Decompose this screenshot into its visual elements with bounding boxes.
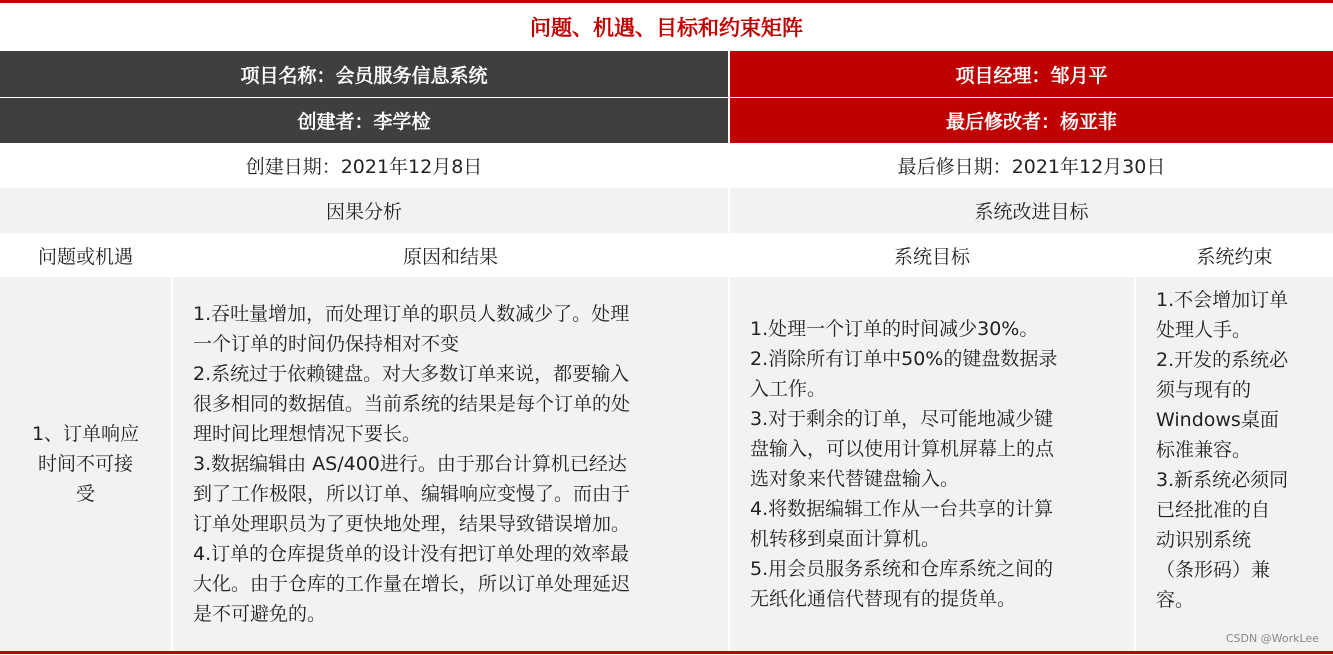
problem-line: 1、订单响应 <box>31 423 140 445</box>
cause-line: 大化。由于仓库的工作量在增长，所以订单处理延迟 <box>193 573 631 595</box>
constraint-line: 容。 <box>1156 589 1195 611</box>
objective-line: 1.处理一个订单的时间减少30%。 <box>750 318 1039 340</box>
col-header-objective: 系统目标 <box>730 233 1134 277</box>
constraint-line: 动识别系统 <box>1156 529 1252 551</box>
objective-line: 机转移到桌面计算机。 <box>750 528 941 550</box>
project-name-cell: 项目名称：会员服务信息系统 <box>0 51 728 97</box>
cause-line: 2.系统过于依赖键盘。对大多数订单来说，都要输入 <box>193 363 630 385</box>
problem-line: 时间不可接 <box>37 453 133 475</box>
constraint-line: 处理人手。 <box>1156 319 1252 341</box>
cause-line: 1.吞吐量增加，而处理订单的职员人数减少了。处理 <box>193 303 630 325</box>
problem-cell <box>0 277 171 651</box>
cause-line: 4.订单的仓库提货单的设计没有把订单处理的效率最 <box>193 543 630 565</box>
objective-line: 入工作。 <box>750 378 827 400</box>
col-header-constraint: 系统约束 <box>1136 233 1333 277</box>
table-title: 问题、机遇、目标和约束矩阵 <box>530 16 803 40</box>
objective-cell <box>730 277 1134 651</box>
last-modifier-cell: 最后修改者：杨亚菲 <box>730 98 1333 143</box>
constraint-line: 须与现有的 <box>1156 379 1252 401</box>
objective-line: 4.将数据编辑工作从一台共享的计算 <box>750 498 1054 520</box>
cause-line: 3.数据编辑由 AS/400进行。由于那台计算机已经达 <box>193 453 627 475</box>
objective-line: 3.对于剩余的订单，尽可能地减少键 <box>750 408 1054 430</box>
constraint-line: Windows桌面 <box>1156 409 1279 431</box>
col-header-cause: 原因和结果 <box>173 233 728 277</box>
constraint-line: （条形码）兼 <box>1156 559 1271 581</box>
objective-line: 盘输入，可以使用计算机屏幕上的点 <box>750 438 1055 460</box>
project-manager-cell: 项目经理：邹月平 <box>730 51 1333 97</box>
constraint-line: 标准兼容。 <box>1156 439 1252 461</box>
objective-line: 选对象来代替键盘输入。 <box>750 468 960 490</box>
objective-line: 无纸化通信代替现有的提货单。 <box>750 588 1017 610</box>
objective-line: 5.用会员服务系统和仓库系统之间的 <box>750 558 1054 580</box>
create-date-cell: 创建日期：2021年12月8日 <box>0 143 728 188</box>
col-header-problem: 问题或机遇 <box>0 233 171 277</box>
objective-line: 2.消除所有订单中50%的键盘数据录 <box>750 348 1058 370</box>
constraint-cell <box>1136 277 1333 651</box>
cause-line: 很多相同的数据值。当前系统的结果是每个订单的处 <box>193 393 631 415</box>
creator-cell: 创建者：李学检 <box>0 98 728 143</box>
bottom-border <box>0 651 1333 654</box>
cause-line: 理时间比理想情况下要长。 <box>193 423 422 445</box>
constraint-line: 已经批准的自 <box>1156 499 1271 521</box>
cause-cell <box>173 277 728 651</box>
constraint-line: 1.不会增加订单 <box>1156 289 1289 311</box>
cause-line: 到了工作极限，所以订单、编辑响应变慢了。而由于 <box>193 483 631 505</box>
constraint-line: 3.新系统必须同 <box>1156 469 1289 491</box>
watermark: CSDN @WorkLee <box>1225 632 1319 645</box>
cause-line: 一个订单的时间仍保持相对不变 <box>193 333 460 355</box>
constraint-line: 2.开发的系统必 <box>1156 349 1289 371</box>
last-modify-date-cell: 最后修日期：2021年12月30日 <box>730 143 1333 188</box>
cause-line: 是不可避免的。 <box>193 603 327 625</box>
section-improvement-goals: 系统改进目标 <box>730 188 1333 233</box>
section-cause-analysis: 因果分析 <box>0 188 728 233</box>
problem-line: 受 <box>75 483 95 505</box>
cause-line: 订单处理职员为了更快地处理，结果导致错误增加。 <box>193 513 631 535</box>
